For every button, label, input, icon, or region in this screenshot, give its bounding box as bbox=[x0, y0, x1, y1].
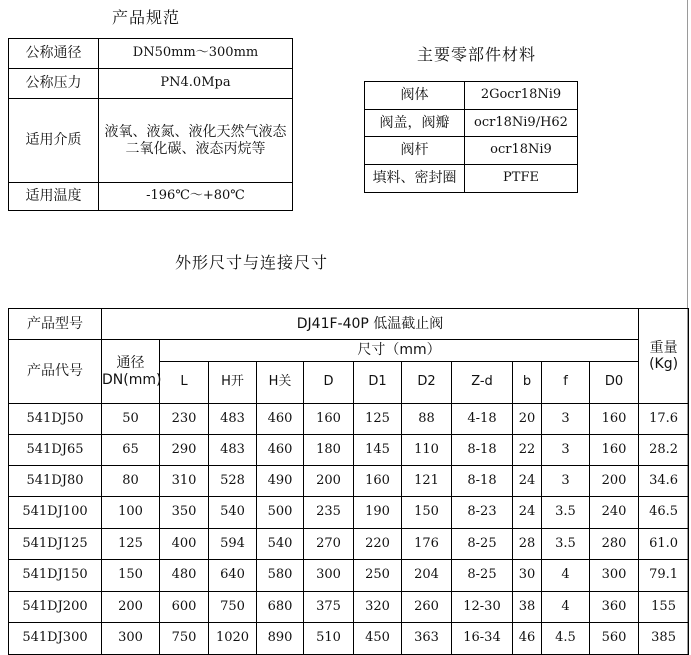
dimension-cell: 350 bbox=[160, 497, 209, 529]
dimension-cell: 600 bbox=[160, 592, 209, 623]
material-part: 阀杆 bbox=[365, 137, 465, 165]
material-row bbox=[365, 165, 578, 193]
dn-cell: 300 bbox=[102, 623, 160, 655]
weight-cell: 34.6 bbox=[639, 466, 689, 497]
spec-value: PN4.0Mpa bbox=[99, 69, 293, 99]
weight-cell: 28.2 bbox=[639, 435, 689, 466]
dimension-cell: 204 bbox=[402, 560, 452, 592]
dimension-cell: 400 bbox=[160, 529, 209, 560]
code-header: 产品代号 bbox=[9, 340, 102, 404]
dimension-cell: 528 bbox=[209, 466, 257, 497]
model-value: DJ41F-40P 低温截止阀 bbox=[102, 309, 639, 340]
dimension-cell: 160 bbox=[304, 404, 354, 435]
dimension-cell: 290 bbox=[160, 435, 209, 466]
spec-title: 产品规范 bbox=[112, 8, 181, 27]
table-row bbox=[9, 623, 689, 655]
column-header: f bbox=[542, 362, 590, 404]
weight-cell: 79.1 bbox=[639, 560, 689, 592]
dimension-cell: 4 bbox=[542, 560, 590, 592]
dimension-cell: 30 bbox=[513, 560, 542, 592]
dimension-cell: 150 bbox=[402, 497, 452, 529]
dimension-cell: 500 bbox=[257, 497, 304, 529]
dimension-cell: 510 bbox=[304, 623, 354, 655]
dimension-cell: 190 bbox=[354, 497, 402, 529]
table-row bbox=[9, 592, 689, 623]
dimension-cell: 4-18 bbox=[452, 404, 513, 435]
dimension-cell: 240 bbox=[590, 497, 639, 529]
dimension-cell: 250 bbox=[354, 560, 402, 592]
dimension-cell: 22 bbox=[513, 435, 542, 466]
dimension-cell: 310 bbox=[160, 466, 209, 497]
column-header: D bbox=[304, 362, 354, 404]
material-row bbox=[365, 110, 578, 137]
product-code-cell: 541DJ80 bbox=[9, 466, 102, 497]
dimension-cell: 8-25 bbox=[452, 560, 513, 592]
header-row bbox=[9, 340, 689, 362]
material-part: 阀体 bbox=[365, 82, 465, 110]
dimensions-title: 外形尺寸与连接尺寸 bbox=[175, 253, 329, 272]
dimension-cell: 3 bbox=[542, 466, 590, 497]
column-header: D0 bbox=[590, 362, 639, 404]
model-label: 产品型号 bbox=[9, 309, 102, 340]
dimension-cell: 594 bbox=[209, 529, 257, 560]
dimension-cell: 200 bbox=[304, 466, 354, 497]
dimension-cell: 580 bbox=[257, 560, 304, 592]
spec-label: 适用介质 bbox=[9, 99, 99, 183]
dimension-cell: 480 bbox=[160, 560, 209, 592]
dimension-cell: 8-18 bbox=[452, 435, 513, 466]
dimensions-body bbox=[9, 404, 689, 655]
material-value: PTFE bbox=[465, 165, 578, 193]
dimension-cell: 320 bbox=[354, 592, 402, 623]
column-header: b bbox=[513, 362, 542, 404]
dimension-cell: 4 bbox=[542, 592, 590, 623]
spec-row bbox=[9, 99, 293, 183]
dimension-cell: 160 bbox=[590, 404, 639, 435]
dimension-cell: 8-18 bbox=[452, 466, 513, 497]
dimension-cell: 121 bbox=[402, 466, 452, 497]
dimension-cell: 680 bbox=[257, 592, 304, 623]
weight-cell: 61.0 bbox=[639, 529, 689, 560]
product-code-cell: 541DJ150 bbox=[9, 560, 102, 592]
dimension-cell: 560 bbox=[590, 623, 639, 655]
dimension-cell: 88 bbox=[402, 404, 452, 435]
dimension-cell: 125 bbox=[354, 404, 402, 435]
dn-header: 通径DN(mm) bbox=[102, 340, 160, 404]
product-code-cell: 541DJ50 bbox=[9, 404, 102, 435]
dimension-cell: 3.5 bbox=[542, 529, 590, 560]
dimension-cell: 490 bbox=[257, 466, 304, 497]
dimension-cell: 1020 bbox=[209, 623, 257, 655]
dn-cell: 150 bbox=[102, 560, 160, 592]
dimension-cell: 8-25 bbox=[452, 529, 513, 560]
dimension-cell: 890 bbox=[257, 623, 304, 655]
dimension-cell: 220 bbox=[354, 529, 402, 560]
dimension-cell: 280 bbox=[590, 529, 639, 560]
product-code-cell: 541DJ100 bbox=[9, 497, 102, 529]
weight-cell: 155 bbox=[639, 592, 689, 623]
spec-label: 公称压力 bbox=[9, 69, 99, 99]
dimension-cell: 200 bbox=[590, 466, 639, 497]
dimensions-table bbox=[8, 308, 689, 655]
column-header: H关 bbox=[257, 362, 304, 404]
dimension-cell: 176 bbox=[402, 529, 452, 560]
materials-table bbox=[364, 81, 578, 193]
table-row bbox=[9, 435, 689, 466]
product-code-cell: 541DJ300 bbox=[9, 623, 102, 655]
column-header: Z-d bbox=[452, 362, 513, 404]
dimension-cell: 300 bbox=[590, 560, 639, 592]
dimension-cell: 24 bbox=[513, 466, 542, 497]
table-row bbox=[9, 497, 689, 529]
column-header: H开 bbox=[209, 362, 257, 404]
table-row bbox=[9, 466, 689, 497]
weight-cell: 46.5 bbox=[639, 497, 689, 529]
column-header: L bbox=[160, 362, 209, 404]
dimension-cell: 750 bbox=[160, 623, 209, 655]
model-row bbox=[9, 309, 689, 340]
dimension-cell: 540 bbox=[209, 497, 257, 529]
material-row bbox=[365, 137, 578, 165]
materials-title: 主要零部件材料 bbox=[417, 45, 537, 64]
dimension-cell: 460 bbox=[257, 435, 304, 466]
material-value: ocr18Ni9 bbox=[465, 137, 578, 165]
table-row bbox=[9, 560, 689, 592]
dimension-cell: 483 bbox=[209, 404, 257, 435]
weight-header: 重量(Kg) bbox=[639, 309, 689, 404]
spec-label: 公称通径 bbox=[9, 39, 99, 69]
product-code-cell: 541DJ200 bbox=[9, 592, 102, 623]
material-part: 填料、密封圈 bbox=[365, 165, 465, 193]
spec-value: 液氧、液氮、液化天然气液态二氧化碳、液态丙烷等 bbox=[99, 99, 293, 183]
dimension-cell: 230 bbox=[160, 404, 209, 435]
material-value: 2Gocr18Ni9 bbox=[465, 82, 578, 110]
dimension-cell: 8-23 bbox=[452, 497, 513, 529]
weight-cell: 385 bbox=[639, 623, 689, 655]
product-code-cell: 541DJ125 bbox=[9, 529, 102, 560]
dimension-cell: 3 bbox=[542, 435, 590, 466]
dimension-cell: 375 bbox=[304, 592, 354, 623]
dimension-cell: 160 bbox=[354, 466, 402, 497]
dimension-cell: 20 bbox=[513, 404, 542, 435]
table-row bbox=[9, 404, 689, 435]
dimension-cell: 750 bbox=[209, 592, 257, 623]
dimension-cell: 450 bbox=[354, 623, 402, 655]
material-value: ocr18Ni9/H62 bbox=[465, 110, 578, 137]
dn-cell: 100 bbox=[102, 497, 160, 529]
dimension-cell: 363 bbox=[402, 623, 452, 655]
dimension-cell: 16-34 bbox=[452, 623, 513, 655]
dn-cell: 200 bbox=[102, 592, 160, 623]
spec-table bbox=[8, 38, 293, 211]
spec-row bbox=[9, 39, 293, 69]
dimension-cell: 180 bbox=[304, 435, 354, 466]
dimension-cell: 4.5 bbox=[542, 623, 590, 655]
dimension-cell: 640 bbox=[209, 560, 257, 592]
dimension-cell: 46 bbox=[513, 623, 542, 655]
dimension-cell: 3 bbox=[542, 404, 590, 435]
dimension-cell: 300 bbox=[304, 560, 354, 592]
dimension-cell: 270 bbox=[304, 529, 354, 560]
product-code-cell: 541DJ65 bbox=[9, 435, 102, 466]
dn-cell: 50 bbox=[102, 404, 160, 435]
dimension-cell: 24 bbox=[513, 497, 542, 529]
size-header: 尺寸（mm） bbox=[160, 340, 639, 362]
spec-value: -196℃～+80℃ bbox=[99, 183, 293, 211]
dimension-cell: 460 bbox=[257, 404, 304, 435]
dimension-cell: 235 bbox=[304, 497, 354, 529]
dimension-cell: 260 bbox=[402, 592, 452, 623]
dimension-cell: 38 bbox=[513, 592, 542, 623]
dimension-cell: 3.5 bbox=[542, 497, 590, 529]
spec-row bbox=[9, 183, 293, 211]
material-part: 阀盖，阀瓣 bbox=[365, 110, 465, 137]
dimension-cell: 28 bbox=[513, 529, 542, 560]
dn-cell: 65 bbox=[102, 435, 160, 466]
dn-cell: 125 bbox=[102, 529, 160, 560]
table-row bbox=[9, 529, 689, 560]
dimension-cell: 360 bbox=[590, 592, 639, 623]
weight-cell: 17.6 bbox=[639, 404, 689, 435]
dimension-cell: 145 bbox=[354, 435, 402, 466]
spec-label: 适用温度 bbox=[9, 183, 99, 211]
spec-value: DN50mm～300mm bbox=[99, 39, 293, 69]
column-header: D1 bbox=[354, 362, 402, 404]
dimension-cell: 110 bbox=[402, 435, 452, 466]
dimension-cell: 12-30 bbox=[452, 592, 513, 623]
dimension-cell: 483 bbox=[209, 435, 257, 466]
dn-cell: 80 bbox=[102, 466, 160, 497]
dimension-cell: 540 bbox=[257, 529, 304, 560]
material-row bbox=[365, 82, 578, 110]
dimension-cell: 160 bbox=[590, 435, 639, 466]
spec-row bbox=[9, 69, 293, 99]
column-header: D2 bbox=[402, 362, 452, 404]
